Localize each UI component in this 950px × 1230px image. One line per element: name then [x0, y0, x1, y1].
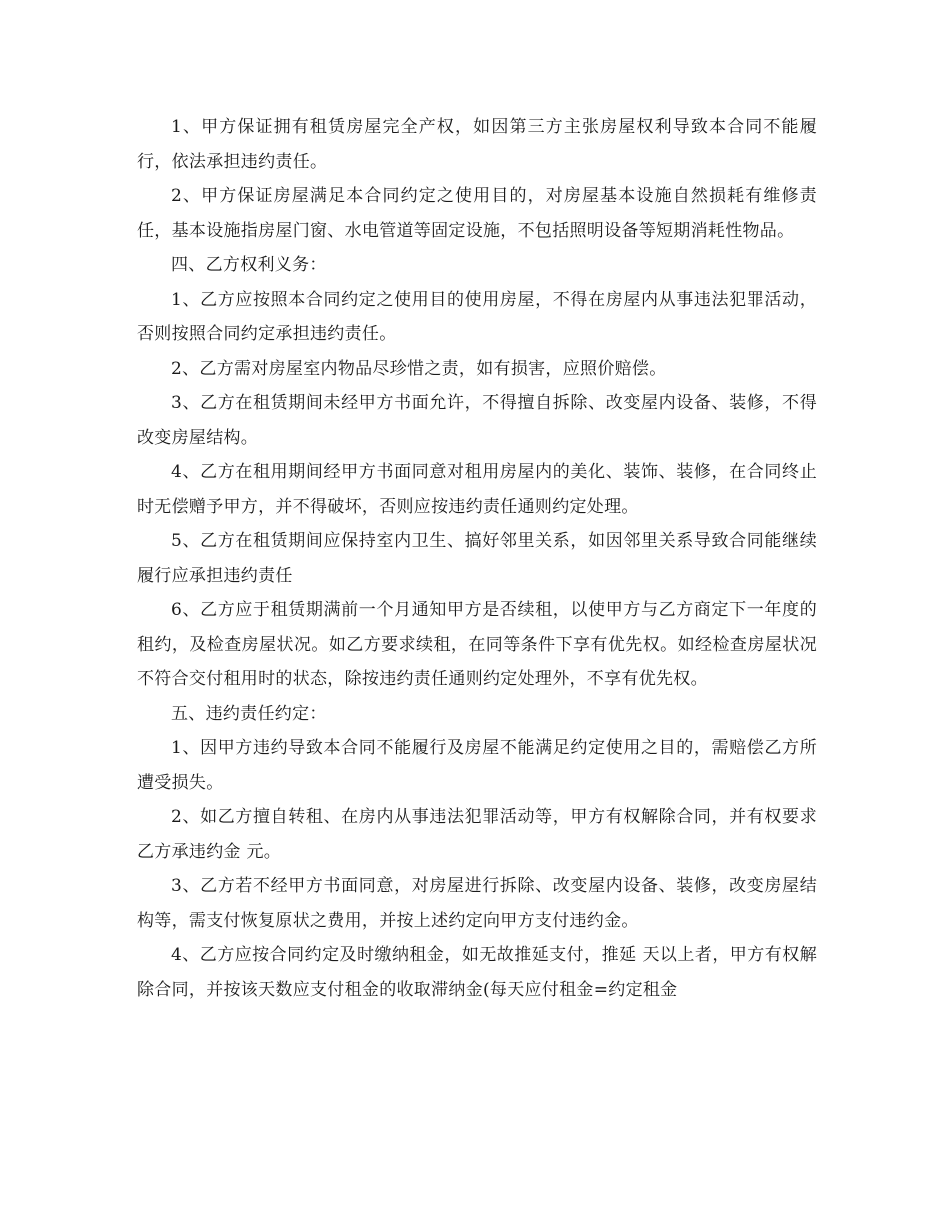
- clause-landlord-2: 2、甲方保证房屋满足本合同约定之使用目的，对房屋基本设施自然损耗有维修责任，基本设施指房屋门窗、水电管道等固定设施，不包括照明设备等短期消耗性物品。: [137, 186, 817, 241]
- clause-breach-3: 3、乙方若不经甲方书面同意，对房屋进行拆除、改变屋内设备、装修，改变房屋结构等，需支付恢复原状之费用，并按上述约定向甲方支付违约金。: [137, 876, 817, 931]
- clause-tenant-1: 1、乙方应按照本合同约定之使用目的使用房屋，不得在房屋内从事违法犯罪活动，否则按照合同约定承担违约责任。: [137, 289, 817, 344]
- clause-breach-4: 4、乙方应按合同约定及时缴纳租金，如无故推延支付，推延 天以上者，甲方有权解除合同，并按该天数应支付租金的收取滞纳金(每天应付租金=约定租金: [137, 945, 817, 1000]
- clause-tenant-4: 4、乙方在租用期间经甲方书面同意对租用房屋内的美化、装饰、装修，在合同终止时无偿赠予甲方，并不得破坏，否则应按违约责任通则约定处理。: [137, 462, 817, 517]
- document-page: [137, 110, 817, 1007]
- clause-landlord-1: 1、甲方保证拥有租赁房屋完全产权，如因第三方主张房屋权利导致本合同不能履行，依法承担违约责任。: [137, 117, 817, 172]
- clause-breach-2: 2、如乙方擅自转租、在房内从事违法犯罪活动等，甲方有权解除合同，并有权要求乙方承违约金 元。: [137, 807, 817, 862]
- section-heading-breach: 五、违约责任约定：: [171, 703, 327, 724]
- clause-tenant-2: 2、乙方需对房屋室内物品尽珍惜之责，如有损害，应照价赔偿。: [171, 358, 667, 379]
- clause-tenant-6: 6、乙方应于租赁期满前一个月通知甲方是否续租，以使甲方与乙方商定下一年度的租约，及检查房屋状况。如乙方要求续租，在同等条件下享有优先权。如经检查房屋状况不符合交付租用时的状态，除按违约责任通则约定处理外，不享有优先权。: [137, 600, 817, 689]
- clause-tenant-5: 5、乙方在租赁期间应保持室内卫生、搞好邻里关系，如因邻里关系导致合同能继续履行应承担违约责任: [137, 531, 817, 586]
- clause-breach-1: 1、因甲方违约导致本合同不能履行及房屋不能满足约定使用之目的，需赔偿乙方所遭受损失。: [137, 738, 817, 793]
- clause-tenant-3: 3、乙方在租赁期间未经甲方书面允许，不得擅自拆除、改变屋内设备、装修，不得改变房屋结构。: [137, 393, 817, 448]
- section-heading-tenant-rights: 四、乙方权利义务：: [171, 255, 327, 275]
